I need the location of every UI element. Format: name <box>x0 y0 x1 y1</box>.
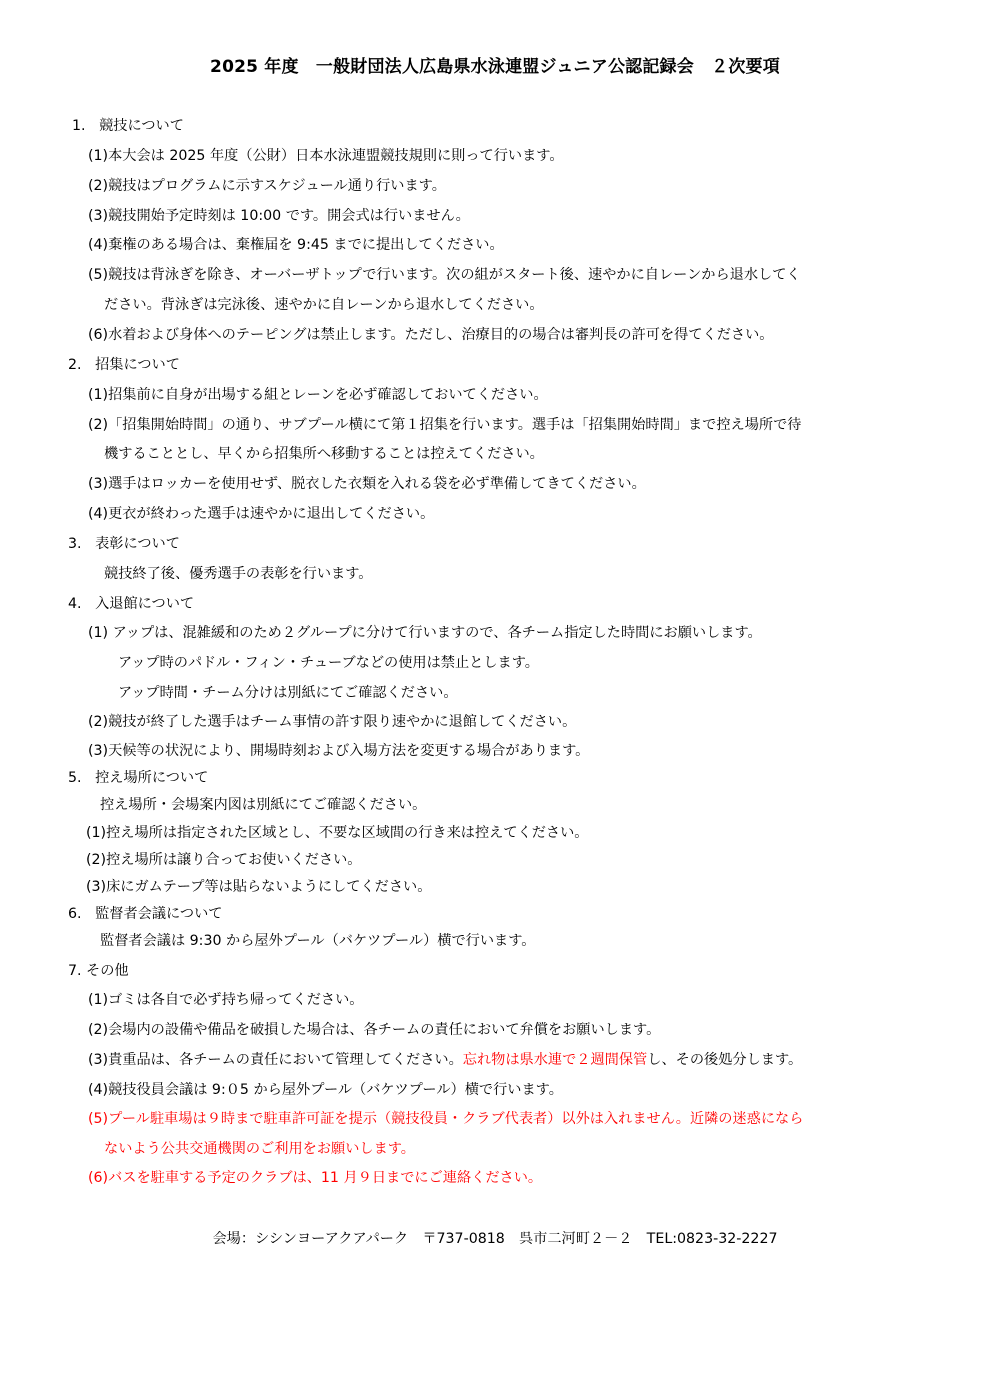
body-text: 監督者会議は 9:30 から屋外プール（バケツプール）横で行います。 <box>100 933 536 949</box>
section-heading: 4. 入退館について <box>68 596 195 612</box>
section-heading: 2. 招集について <box>68 357 180 373</box>
venue-footer: 会場：シシンヨーアクアパーク 〒737-0818 呉市二河町２－２ TEL:0823-32-2227 <box>212 1231 778 1247</box>
list-item: (6)水着および身体へのテーピングは禁止します。ただし、治療目的の場合は審判長の許可を得てください。 <box>88 327 774 343</box>
list-item: (3)床にガムテープ等は貼らないようにしてください。 <box>86 879 432 895</box>
list-item: (3)天候等の状況により、開場時刻および入場方法を変更する場合があります。 <box>88 743 590 759</box>
section-heading: 6. 監督者会議について <box>68 906 223 922</box>
list-item: (3)競技開始予定時刻は 10:00 です。開会式は行いません。 <box>88 208 470 224</box>
section-heading: 1. 競技について <box>72 118 184 134</box>
list-item: (2)会場内の設備や備品を破損した場合は、各チームの責任において弁償をお願いします。 <box>88 1022 661 1038</box>
list-item <box>88 1050 802 1070</box>
list-item: (2)競技はプログラムに示すスケジュール通り行います。 <box>88 178 446 194</box>
list-item: (4)棄権のある場合は、棄権届を 9:45 までに提出してください。 <box>88 237 504 253</box>
list-item-continuation: ださい。背泳ぎは完泳後、速やかに自レーンから退水してください。 <box>104 297 544 313</box>
list-item-continuation: アップ時のパドル・フィン・チューブなどの使用は禁止とします。 <box>118 655 539 671</box>
list-item: (2)競技が終了した選手はチーム事情の許す限り速やかに退館してください。 <box>88 714 577 730</box>
list-item-highlighted: (6)バスを駐車する予定のクラブは、11 月９日までにご連絡ください。 <box>88 1170 543 1186</box>
list-item: (1)本大会は 2025 年度（公財）日本水泳連盟競技規則に則って行います。 <box>88 148 564 164</box>
list-item: (1)ゴミは各自で必ず持ち帰ってください。 <box>88 992 364 1008</box>
section-heading: 3. 表彰について <box>68 536 180 552</box>
section-heading: 5. 控え場所について <box>68 770 209 786</box>
body-text: 競技終了後、優秀選手の表彰を行います。 <box>104 566 373 582</box>
highlighted-notice: 忘れ物は県水連で２週間保管 <box>462 1052 648 1068</box>
list-item-highlighted: (5)プール駐車場は９時まで駐車許可証を提示（競技役員・クラブ代表者）以外は入れません。近隣の迷惑になら <box>88 1111 804 1127</box>
list-item: (1)控え場所は指定された区域とし、不要な区域間の行き来は控えてください。 <box>86 825 589 841</box>
list-item: (1) アップは、混雑緩和のため２グループに分けて行いますので、各チーム指定した時間にお願いします。 <box>88 625 762 641</box>
list-item: (2)控え場所は譲り合ってお使いください。 <box>86 852 362 868</box>
list-item-text: し、その後処分します。 <box>647 1052 803 1068</box>
body-text: 控え場所・会場案内図は別紙にてご確認ください。 <box>100 797 427 813</box>
document-title: 2025 年度 一般財団法人広島県水泳連盟ジュニア公認記録会 ２次要項 <box>210 57 780 77</box>
list-item-text: (3)貴重品は、各チームの責任において管理してください。 <box>88 1052 463 1068</box>
list-item: (3)選手はロッカーを使用せず、脱衣した衣類を入れる袋を必ず準備してきてください。 <box>88 476 646 492</box>
list-item-highlighted-continuation: ないよう公共交通機関のご利用をお願いします。 <box>104 1141 415 1157</box>
list-item-continuation: アップ時間・チーム分けは別紙にてご確認ください。 <box>118 685 458 701</box>
list-item: (1)招集前に自身が出場する組とレーンを必ず確認しておいてください。 <box>88 387 548 403</box>
list-item: (5)競技は背泳ぎを除き、オーバーザトップで行います。次の組がスタート後、速やかに自レーンから退水してく <box>88 267 801 283</box>
list-item: (4)更衣が終わった選手は速やかに退出してください。 <box>88 506 435 522</box>
list-item-continuation: 機することとし、早くから招集所へ移動することは控えてください。 <box>104 446 544 462</box>
section-heading: 7. その他 <box>68 963 129 979</box>
list-item: (4)競技役員会議は 9:０5 から屋外プール（バケツプール）横で行います。 <box>88 1082 563 1098</box>
list-item: (2)「招集開始時間」の通り、サブプール横にて第１招集を行います。選手は「招集開始時間」まで控え場所で待 <box>88 417 802 433</box>
